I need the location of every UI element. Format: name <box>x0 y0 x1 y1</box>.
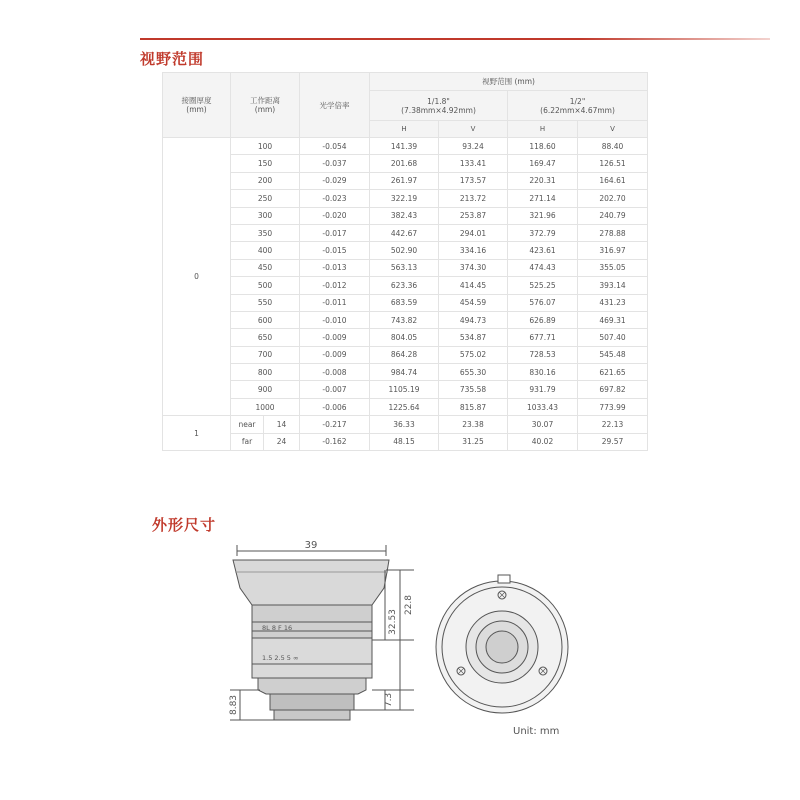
work-distance-cell: 200 <box>231 172 300 189</box>
fov-v1-cell: 575.02 <box>439 346 508 363</box>
fov-h2-cell: 525.25 <box>508 277 578 294</box>
fov-h2-cell: 40.02 <box>508 433 578 450</box>
fov-h2-cell: 830.16 <box>508 364 578 381</box>
magnification-header: 光学倍率 <box>300 73 370 138</box>
height-lower-label: 7.3 <box>384 692 394 708</box>
extension-header: 接圈厚度 (mm) <box>163 73 231 138</box>
fov-h1-cell: 322.19 <box>370 190 439 207</box>
flange-label: 8.83 <box>229 694 239 716</box>
fov-v1-cell: 494.73 <box>439 311 508 328</box>
work-distance-cell: 100 <box>231 138 300 155</box>
work-distance-cell: 700 <box>231 346 300 363</box>
height-upper-label: 22.8 <box>404 594 414 616</box>
fov-h2-cell: 576.07 <box>508 294 578 311</box>
unit-label: Unit: mm <box>513 726 560 737</box>
focus-ring-text: 8L 8 F 16 <box>262 624 293 632</box>
fov-v1-cell: 294.01 <box>439 224 508 241</box>
fov-h2-cell: 372.79 <box>508 224 578 241</box>
fov-v2-cell: 393.14 <box>578 277 648 294</box>
magnification-cell: -0.217 <box>300 416 370 433</box>
fov-h2-cell: 220.31 <box>508 172 578 189</box>
fov-h1-cell: 201.68 <box>370 155 439 172</box>
fov-h1-cell: 442.67 <box>370 224 439 241</box>
fov-v2-cell: 697.82 <box>578 381 648 398</box>
fov-h1-cell: 683.59 <box>370 294 439 311</box>
fov-h1-cell: 623.36 <box>370 277 439 294</box>
fov-h1-cell: 141.39 <box>370 138 439 155</box>
fov-v1-cell: 133.41 <box>439 155 508 172</box>
fov-h1-cell: 502.90 <box>370 242 439 259</box>
fov-h1-cell: 984.74 <box>370 364 439 381</box>
fov-v2-cell: 202.70 <box>578 190 648 207</box>
fov-v1-cell: 23.38 <box>439 416 508 433</box>
fov-section-title: 视野范围 <box>140 50 205 68</box>
mount-base-shape <box>274 710 350 720</box>
fov-h1-cell: 804.05 <box>370 329 439 346</box>
magnification-cell: -0.012 <box>300 277 370 294</box>
fov-h2-cell: 931.79 <box>508 381 578 398</box>
fov-h2-cell: 118.60 <box>508 138 578 155</box>
sensor-2-size: (6.22mm×4.67mm) <box>540 105 615 115</box>
magnification-cell: -0.008 <box>300 364 370 381</box>
fov-h1-cell: 743.82 <box>370 311 439 328</box>
magnification-cell: -0.007 <box>300 381 370 398</box>
fov-h2-cell: 271.14 <box>508 190 578 207</box>
magnification-cell: -0.020 <box>300 207 370 224</box>
fov-h1-cell: 1225.64 <box>370 398 439 415</box>
fov-v2-cell: 22.13 <box>578 416 648 433</box>
position-cell: far <box>231 433 264 450</box>
sensor-2-name: 1/2" <box>569 96 586 106</box>
magnification-cell: -0.023 <box>300 190 370 207</box>
front-notch <box>498 575 510 583</box>
dimension-section-title: 外形尺寸 <box>152 516 217 534</box>
magnification-cell: -0.009 <box>300 346 370 363</box>
work-distance-cell: 650 <box>231 329 300 346</box>
v-header-1: V <box>439 121 508 138</box>
fov-h1-cell: 261.97 <box>370 172 439 189</box>
magnification-cell: -0.006 <box>300 398 370 415</box>
work-distance-cell: 900 <box>231 381 300 398</box>
v-header-2: V <box>578 121 648 138</box>
fov-h1-cell: 382.43 <box>370 207 439 224</box>
fov-v2-cell: 507.40 <box>578 329 648 346</box>
magnification-cell: -0.010 <box>300 311 370 328</box>
fov-h2-cell: 677.71 <box>508 329 578 346</box>
work-distance-cell: 600 <box>231 311 300 328</box>
fov-h2-cell: 423.61 <box>508 242 578 259</box>
magnification-cell: -0.015 <box>300 242 370 259</box>
fov-h2-cell: 169.47 <box>508 155 578 172</box>
fov-h2-cell: 474.43 <box>508 259 578 276</box>
magnification-cell: -0.162 <box>300 433 370 450</box>
fov-v1-cell: 454.59 <box>439 294 508 311</box>
fov-v2-cell: 469.31 <box>578 311 648 328</box>
fov-v1-cell: 334.16 <box>439 242 508 259</box>
fov-v1-cell: 213.72 <box>439 190 508 207</box>
front-element-circle <box>486 631 518 663</box>
mount-thread-shape <box>270 694 354 710</box>
height-total-label: 32.53 <box>388 609 398 635</box>
work-distance-cell: 150 <box>231 155 300 172</box>
sensor-1-size: (7.38mm×4.92mm) <box>401 105 476 115</box>
fov-v1-cell: 534.87 <box>439 329 508 346</box>
work-distance-cell: 1000 <box>231 398 300 415</box>
magnification-cell: -0.017 <box>300 224 370 241</box>
fov-h1-cell: 48.15 <box>370 433 439 450</box>
fov-v2-cell: 126.51 <box>578 155 648 172</box>
fov-v2-cell: 545.48 <box>578 346 648 363</box>
fov-h2-cell: 1033.43 <box>508 398 578 415</box>
mount-upper-shape <box>258 678 366 694</box>
work-distance-cell: 14 <box>264 416 300 433</box>
fov-h1-cell: 563.13 <box>370 259 439 276</box>
fov-h2-cell: 626.89 <box>508 311 578 328</box>
work-distance-cell: 250 <box>231 190 300 207</box>
width-dim-label: 39 <box>304 540 318 551</box>
fov-v1-cell: 655.30 <box>439 364 508 381</box>
fov-v2-cell: 240.79 <box>578 207 648 224</box>
aperture-ring-text: 1.5 2.5 5 ∞ <box>262 654 299 662</box>
fov-v1-cell: 815.87 <box>439 398 508 415</box>
work-distance-cell: 400 <box>231 242 300 259</box>
fov-v1-cell: 93.24 <box>439 138 508 155</box>
fov-v2-cell: 164.61 <box>578 172 648 189</box>
fov-v2-cell: 29.57 <box>578 433 648 450</box>
fov-v2-cell: 278.88 <box>578 224 648 241</box>
fov-h1-cell: 36.33 <box>370 416 439 433</box>
work-distance-cell: 24 <box>264 433 300 450</box>
fov-v2-cell: 431.23 <box>578 294 648 311</box>
work-distance-cell: 350 <box>231 224 300 241</box>
fov-v2-cell: 621.65 <box>578 364 648 381</box>
fov-h2-cell: 728.53 <box>508 346 578 363</box>
fov-h2-cell: 30.07 <box>508 416 578 433</box>
h-header-1: H <box>370 121 439 138</box>
extension-cell-1: 1 <box>163 416 231 451</box>
fov-v1-cell: 374.30 <box>439 259 508 276</box>
fov-h1-cell: 1105.19 <box>370 381 439 398</box>
work-distance-cell: 450 <box>231 259 300 276</box>
magnification-cell: -0.037 <box>300 155 370 172</box>
work-distance-cell: 300 <box>231 207 300 224</box>
position-cell: near <box>231 416 264 433</box>
fov-v1-cell: 735.58 <box>439 381 508 398</box>
magnification-cell: -0.054 <box>300 138 370 155</box>
fov-v2-cell: 355.05 <box>578 259 648 276</box>
work-distance-cell: 500 <box>231 277 300 294</box>
sensor-1-name: 1/1.8" <box>427 96 450 106</box>
work-distance-cell: 800 <box>231 364 300 381</box>
lens-hood-shape <box>233 560 389 605</box>
fov-v1-cell: 253.87 <box>439 207 508 224</box>
magnification-cell: -0.011 <box>300 294 370 311</box>
fov-v2-cell: 773.99 <box>578 398 648 415</box>
fov-header: 视野范围 (mm) <box>370 73 648 91</box>
fov-h2-cell: 321.96 <box>508 207 578 224</box>
magnification-cell: -0.013 <box>300 259 370 276</box>
extension-cell-0: 0 <box>163 138 231 416</box>
magnification-cell: -0.009 <box>300 329 370 346</box>
fov-v1-cell: 31.25 <box>439 433 508 450</box>
fov-v2-cell: 88.40 <box>578 138 648 155</box>
h-header-2: H <box>508 121 578 138</box>
work-distance-header: 工作距离 (mm) <box>231 73 300 138</box>
fov-v1-cell: 414.45 <box>439 277 508 294</box>
fov-h1-cell: 864.28 <box>370 346 439 363</box>
magnification-cell: -0.029 <box>300 172 370 189</box>
work-distance-cell: 550 <box>231 294 300 311</box>
fov-v1-cell: 173.57 <box>439 172 508 189</box>
fov-v2-cell: 316.97 <box>578 242 648 259</box>
